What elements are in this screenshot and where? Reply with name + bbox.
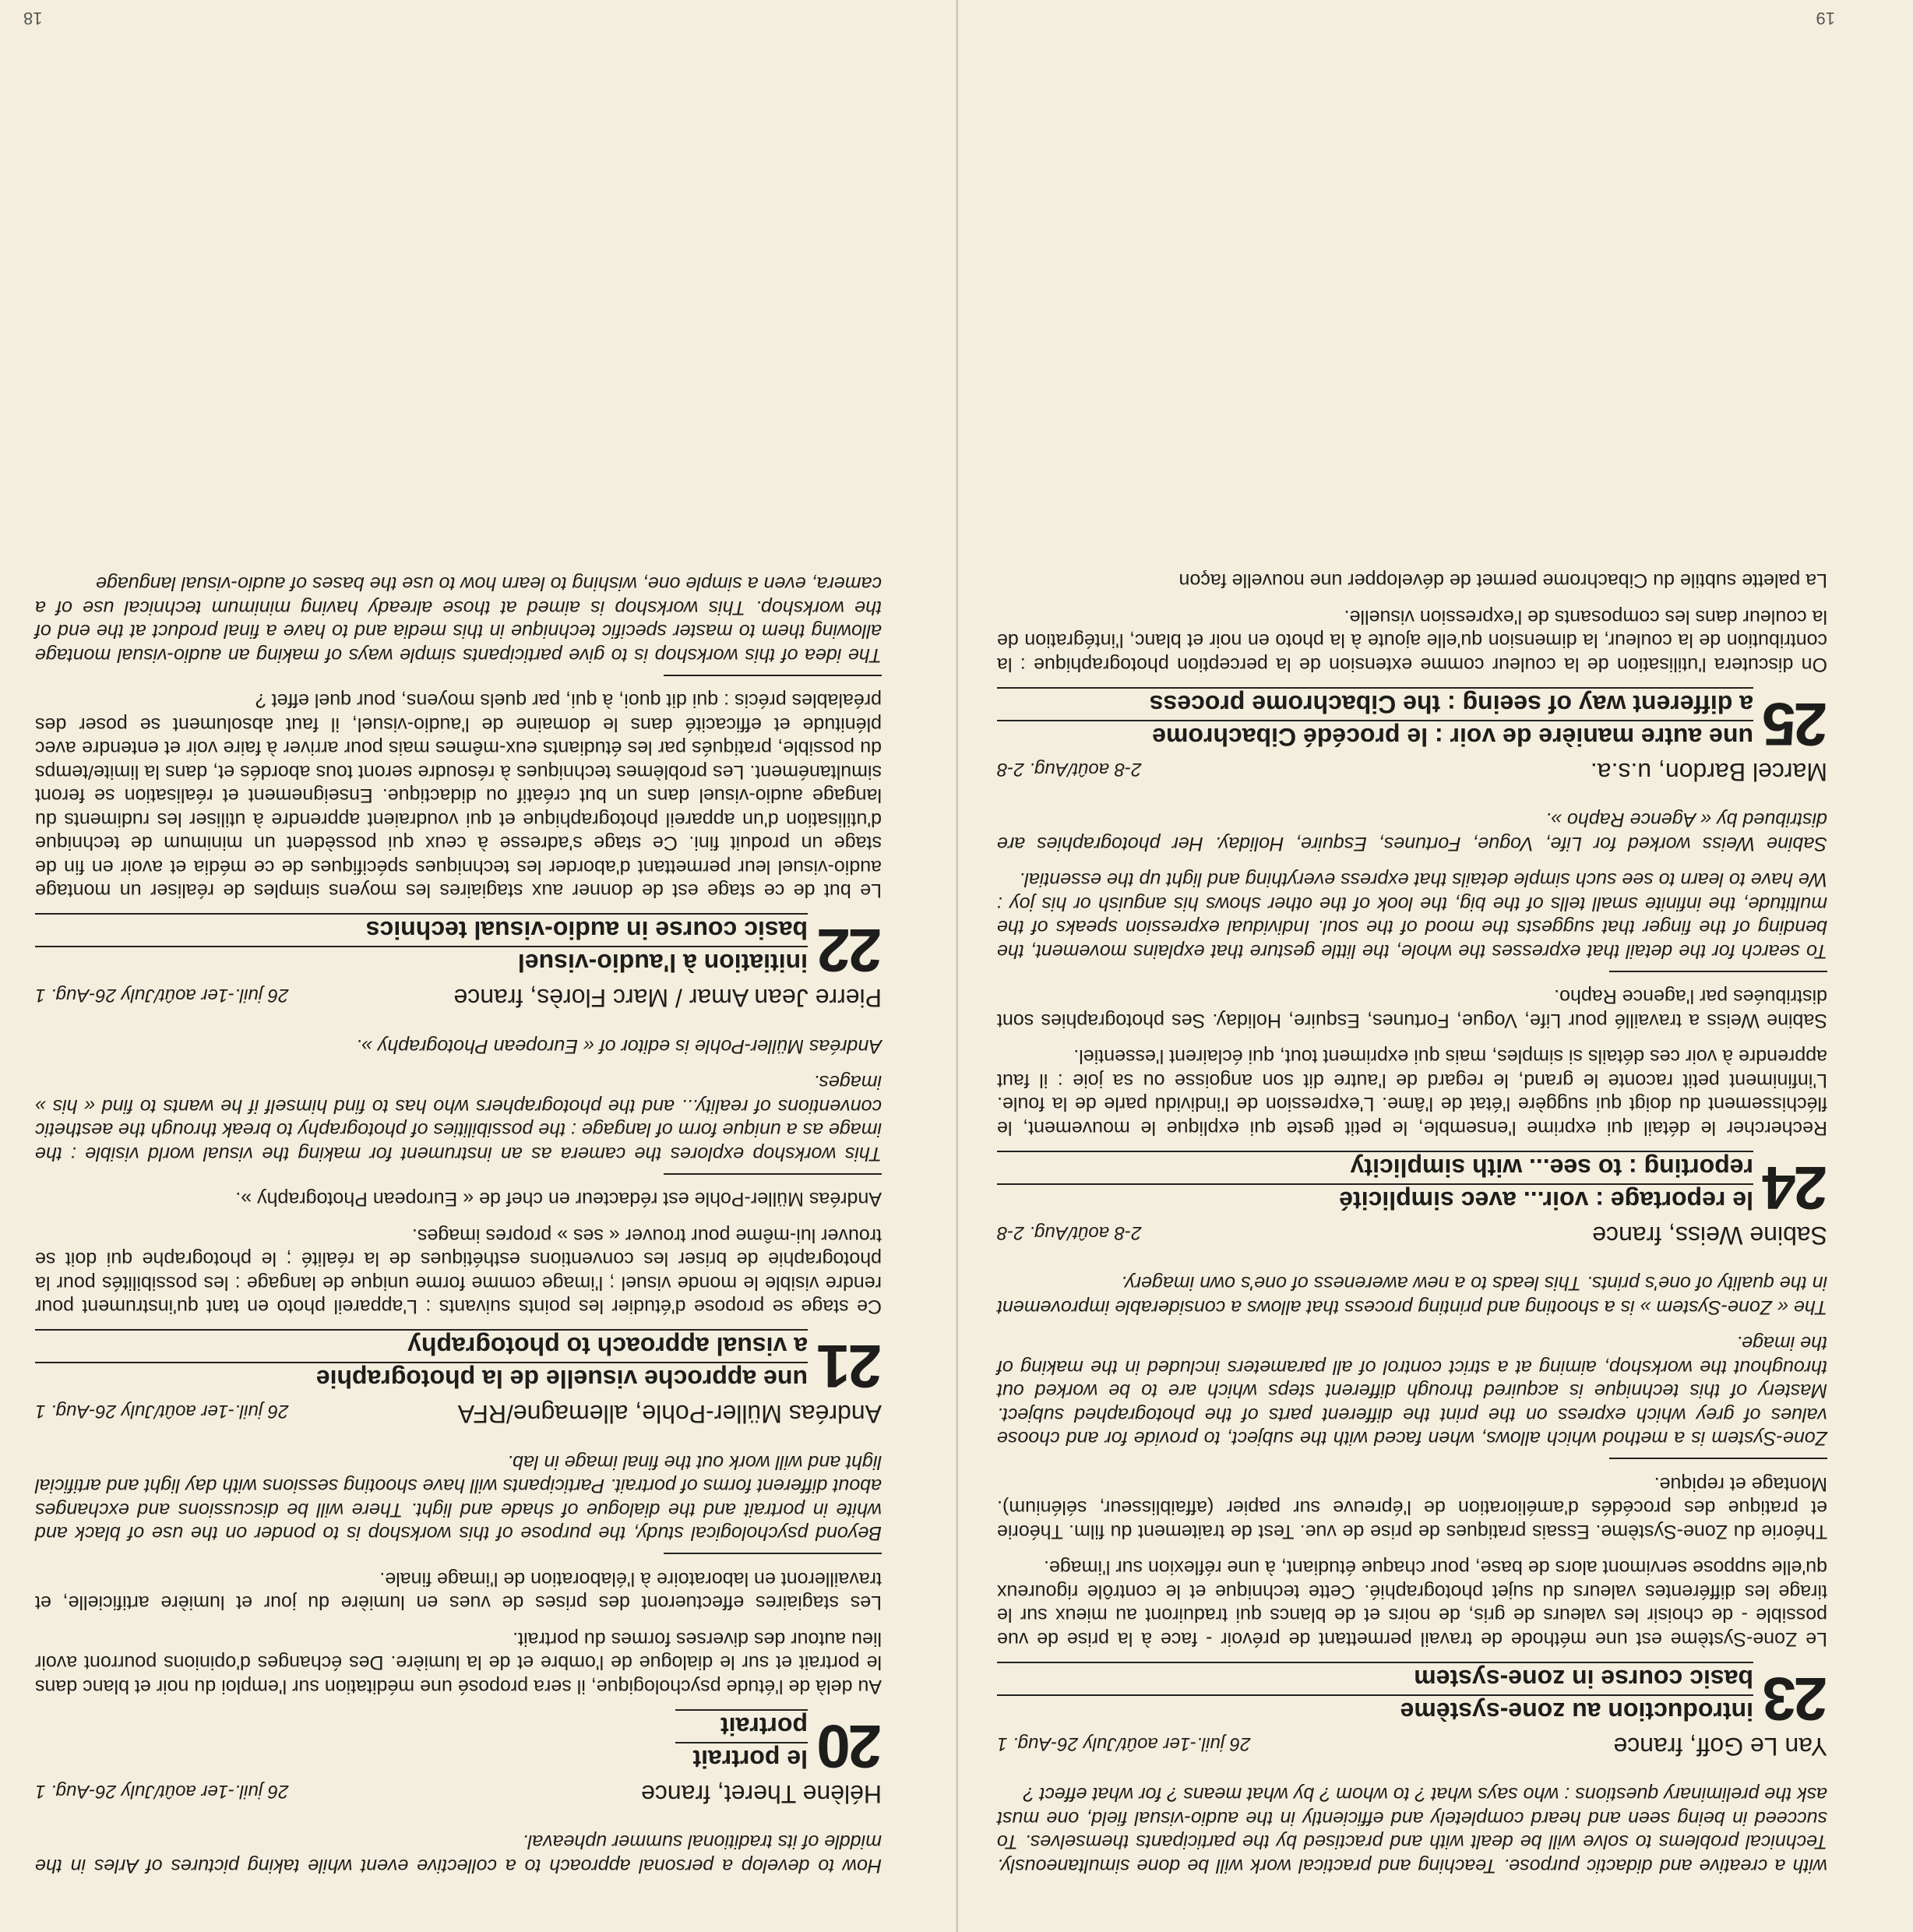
title-divider	[675, 1742, 808, 1743]
title-underline	[675, 1709, 808, 1711]
title-underline	[997, 1662, 1753, 1663]
workshop-paragraph: Zone-System is a method which allows, when faced with the subject, to provide for and choose values of grey which express on the print the different parts of the photographed subject. Mastery of this technique is acquired through different steps which are to be worked out throughout the workshop, aiming at a strict control of all parameters included in the making of the image.	[997, 1332, 1827, 1450]
title-underline	[35, 1330, 808, 1331]
workshop-21	[35, 1035, 882, 1429]
page-right	[0, 0, 956, 1932]
workshop-author: Hélène Theret, france	[641, 1780, 882, 1808]
workshop-paragraph: Rechercher le détail qui exprime l'ensemble, le petit geste qui explique le mouvement, le fléchissement du doigt qui suggère l'état de l'âme. L'expression de l'individu parle de la foule. L'infiniment petit raconte le grand, le regard de l'autre dit son angoisse ou sa joie : il faut apprendre à voir ces détails si simples, mais qui expriment tout, qui éclairent l'essentiel.	[997, 1045, 1827, 1139]
page-left	[956, 0, 1913, 1932]
workshop-author: Pierre Jean Amar / Marc Florès, france	[453, 984, 882, 1013]
workshop-number: 22	[819, 916, 882, 985]
language-divider	[1609, 971, 1827, 972]
workshop-dates: 26 juil.-1er août/July 26-Aug. 1	[997, 1733, 1251, 1754]
workshop-title-en: a visual approach to photography	[407, 1332, 808, 1361]
title-divider	[35, 1363, 808, 1364]
workshop-number: 23	[1764, 1665, 1827, 1733]
language-divider	[664, 1553, 882, 1555]
title-divider	[997, 720, 1753, 721]
workshop-title-en: reporting : to see... with simplicity	[1350, 1154, 1753, 1182]
workshop-paragraph: Les stagiaires effectueront des prises de vues en lumière du jour et lumière artificielle, et travailleront en laboratoire à l'élaboration de l'image finale.	[35, 1568, 882, 1614]
workshop-title-en: a different way of seeing : the Cibachrome process	[1149, 690, 1753, 718]
workshop-dates: 26 juil.-1er août/July 26-Aug. 1	[35, 1781, 289, 1802]
title-divider	[997, 1694, 1753, 1696]
workshop-25	[997, 569, 1827, 786]
workshop-title-fr: le portrait	[692, 1745, 808, 1773]
title-divider	[35, 947, 808, 948]
workshop-title-fr: une autre manière de voir : le procédé Cibachrome	[1152, 723, 1753, 751]
workshop-20	[35, 1451, 882, 1809]
workshop-number: 24	[1764, 1154, 1827, 1222]
workshop-paragraph: La palette subtile du Cibachrome permet de développer une nouvelle façon	[1178, 569, 1827, 592]
workshop-dates: 2-8 août/Aug. 2-8	[997, 759, 1142, 780]
workshop-paragraph: Théorie du Zone-Système. Essais pratiques de prise de vue. Test de traitement du film. Théorie et pratique des procédés d'amélioration de l'épreuve sur papier (affaiblisseur, sélénium). Montage et repique.	[997, 1473, 1827, 1542]
workshop-number: 20	[819, 1712, 882, 1781]
workshop-paragraph: Le but de ce stage est de donner aux stagiaires les moyens simples de réaliser un montage audio-visuel leur permettant d'aborder les techniques spécifiques de ce média et avoir en fin de stage un produit fini. Ce stage s'adresse à ceux qui possèdent un minimum de technique d'utilisation d'un appareil photographique et qui voudraient apprendre à utiliser les rudiments du langage audio-visuel dans un but créatif ou didactique. Enseignement et réalisation se feront simultanément. Les problèmes techniques à résoudre seront tous abordés et, dans la limite/temps du possible, pratiqués par les étudiants eux-mêmes mais pour arriver à faire voir et entendre avec plénitude et efficacité dans le domaine de l'audio-visuel, il faut absolument se poser des préalables précis : qui dit quoi, à qui, par quels moyens, pour quel effet ?	[35, 689, 882, 902]
language-divider	[664, 1173, 882, 1175]
intro-text: with a creative and didactic purpose. Teaching and practical work will be done simultaneously. Technical problems to solve will be dealt with and practised by the participants themselves. To succeed in being seen and heard completely and efficiently in the audio-visual field, one must ask the preliminary questions : who says what ? to whom ? by what means ? for what effect ?	[997, 1783, 1827, 1877]
workshop-paragraph: To search for the detail that expresses the whole, the little gesture that explains movement, the bending of the finger that suggests the mood of the soul. Individual expression speaks of the multitude, the infinite small tells of the big, the look of the other shows his anguish or his joy : We have to learn to see such simple details that express everything and light up the essential.	[997, 869, 1827, 962]
title-underline	[35, 914, 808, 915]
workshop-paragraph: Sabine Weiss a travaillé pour Life, Vogue, Fortunes, Esquire, Holiday. Ses photographies sont distribuées par l'agence Rapho.	[997, 985, 1827, 1031]
page-number: 19	[1816, 9, 1835, 28]
workshop-paragraph: The idea of this workshop is to give participants simple ways of making an audio-visual montage allowing them to master specific technique in this media and to have a final product at the end of the workshop. This workshop is aimed at those already having minimum technical use of a camera, even a simple one, wishing to learn how to use the bases of audio-visual language	[35, 573, 882, 666]
title-divider	[997, 1183, 1753, 1185]
workshop-number: 21	[819, 1332, 882, 1401]
workshop-dates: 2-8 août/Aug. 2-8	[997, 1222, 1142, 1243]
workshop-paragraph: Andréas Müller-Pohle est rédacteur en chef de « European Photography ».	[235, 1188, 882, 1211]
title-underline	[997, 1151, 1753, 1152]
workshop-author: Sabine Weiss, france	[1592, 1222, 1827, 1250]
title-underline	[997, 687, 1753, 689]
workshop-number: 25	[1764, 690, 1827, 759]
workshop-paragraph: Andréas Müller-Pohle is editor of « European Photography ».	[356, 1035, 882, 1057]
workshop-paragraph: On discutera l'utilisation de la couleur comme extension de la perception photographique : la contribution de la couleur, la dimension qu'elle ajoute à la photo en noir et blanc, l'intégration de la couleur dans les composants de l'expression visuelle.	[997, 606, 1827, 675]
workshop-dates: 26 juil.-1er août/July 26-Aug. 1	[35, 1401, 289, 1423]
workshop-24	[997, 808, 1827, 1250]
workshop-22	[35, 572, 882, 1013]
workshop-title-fr: initiation à l'audio-visuel	[517, 949, 808, 978]
workshop-paragraph: Au delà de l'étude psychologique, il sera proposé une méditation sur l'emploi du noir et blanc dans le portrait et sur le dialogue de l'ombre et de la lumière. Des échanges d'opinions pourront avoir lieu autour des diverses formes du portrait.	[35, 1628, 882, 1698]
workshop-title-en: basic course in zone-system	[1414, 1665, 1753, 1693]
workshop-23	[997, 1271, 1827, 1761]
workshop-paragraph: Le Zone-Système est une méthode de travail permettant de prévoir - face à la prise de vue possible - de choisir les valeurs de gris, de noirs et de blancs qui traduiront au mieux sur le tirage les différentes valeurs du sujet photographié. Cette technique et le contrôle rigoureux qu'elle suppose servimont alors de base, pour chaque étudiant, à une réflexion sur l'image.	[997, 1557, 1827, 1650]
workshop-title-fr: le reportage : voir... avec simplicité	[1339, 1186, 1753, 1215]
workshop-paragraph: Sabine Weiss worked for Life, Vogue, Fortunes, Esquire, Holiday. Her photographies are distribued by « Agence Rapho ».	[997, 809, 1827, 855]
workshop-paragraph: Beyond psychological study, the purpose of this workshop is to ponder on the use of black and white in portrait and the dialogue of shade and light. There will be discussions and exchanges about different forms of portrait. Participants will have shooting sessions with day light and artificial light and will work out the final image in lab.	[35, 1451, 882, 1545]
language-divider	[1609, 1458, 1827, 1460]
workshop-title-fr: une approche visuelle de la photographie	[315, 1365, 808, 1394]
workshop-title-en: portrait	[720, 1712, 808, 1740]
workshop-author: Marcel Bardon, u.s.a.	[1590, 758, 1827, 786]
workshop-title-en: basic course in audio-visual technics	[365, 916, 808, 945]
workshop-dates: 26 juil.-1er août/July 26-Aug. 1	[35, 985, 289, 1007]
workshop-author: Yan Le Goff, france	[1613, 1733, 1827, 1761]
intro-text: How to develop a personal approach to a collective event while taking pictures of Arles in the middle of its traditional summer upheaval.	[35, 1831, 882, 1877]
workshop-paragraph: This workshop explores the camera as an instrument for making the visual world visible : the image as a unique form of langage : the possibilities of photography to break through the aesthetic conventions of reality... and the photographers who has to find himself if he wants to find « his » images.	[35, 1071, 882, 1165]
page-number: 18	[23, 9, 43, 28]
workshop-author: Andréas Müller-Pohle, allemagne/RFA	[457, 1400, 882, 1429]
workshop-paragraph: Ce stage se propose d'étudier les points suivants : L'appareil photo en tant qu'instrument pour rendre visible le monde visuel ; l'image comme forme unique de langage : les possibilités pour la photographie de briser les conventions esthétiques de la réalité ; le photographe qui doit se trouver lui-même pour trouver « ses » propres images.	[35, 1225, 882, 1318]
language-divider	[664, 675, 882, 676]
workshop-title-fr: introduction au zone-système	[1400, 1698, 1753, 1726]
workshop-paragraph: The « Zone-System » is a shooting and printing process that allows a considerable improvement in the quality of one's prints. This leads to a new awereness of one's own imagery.	[997, 1272, 1827, 1318]
